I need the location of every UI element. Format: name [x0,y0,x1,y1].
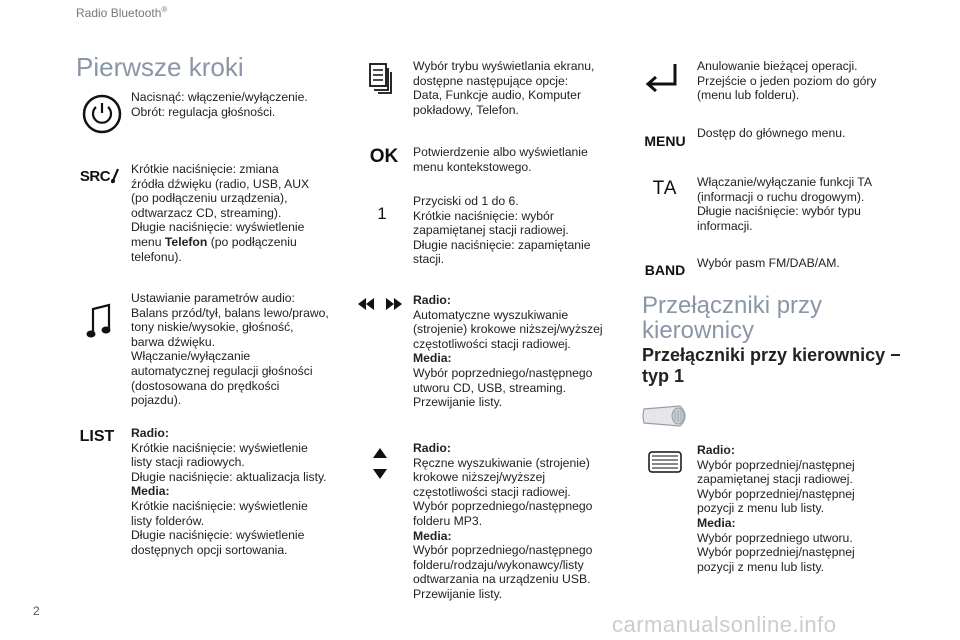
music-note-icon [86,303,112,341]
watermark: carmanualsonline.info [612,612,837,637]
steering-control-stalk-icon [640,403,692,429]
ta-description: Włączanie/wyłączanie funkcji TA (informacji o ruchu drogowym). Długie naciśnięcie: wybór typu informacji. [697,175,872,233]
menu-button-icon: MENU [644,133,686,149]
preset-button-icon: 1 [377,204,387,223]
band-button-icon: BAND [644,262,686,278]
section-title: Pierwsze kroki [76,52,244,82]
steering-subtitle: Przełączniki przy kierownicy − typ 1 [642,345,901,386]
back-description: Anulowanie bieżącej operacji. Przejście o jeden poziom do góry (menu lub folderu). [697,59,877,103]
up-down-description: Radio: Ręczne wyszukiwanie (strojenie) krokowe niższej/wyższej częstotliwości stacji radiowej. Wybór poprzedniego/następnego folderu MP3. Media: Wybór poprzedniego/następnego folderu/rodzaju/wykonawcy/listy odtwarzania na urządzeniu USB. Przewijanie listy. [413,441,593,601]
power-description: Nacisnąć: włączenie/wyłączenie. Obrót: regulacja głośności. [131,90,308,119]
steering-section-title: Przełączniki przy kierownicy [642,292,823,345]
running-header: Radio Bluetooth® [76,5,168,20]
seek-buttons-icon [357,297,403,311]
seek-description: Radio: Automatyczne wyszukiwanie (strojenie) krokowe niższej/wyższej częstotliwości stacji radiowej. Media: Wybór poprzedniego/następnego utworu CD, USB, streaming. Przewijanie listy. [413,293,603,410]
list-button-icon: LIST [79,428,115,445]
page-number: 2 [33,604,40,618]
band-description: Wybór pasm FM/DAB/AM. [697,256,840,270]
preset-description: Przyciski od 1 do 6. Krótkie naciśnięcie: wybór zapamiętanej stacji radiowej. Długie naciśnięcie: zapamiętanie stacji. [413,194,591,267]
up-down-arrows-icon [370,447,390,481]
src-description: Krótkie naciśnięcie: zmiana źródła dźwięku (radio, USB, AUX (po podłączeniu urządzenia), odtwarzacz CD, streaming). Długie naciśnięcie: wyświetlenie menu Telefon (po podłączeniu telefonu). [131,162,310,264]
thumbwheel-icon [648,450,682,474]
ok-button-icon: OK [369,146,399,167]
ok-description: Potwierdzenie albo wyświetlanie menu kontekstowego. [413,145,588,174]
display-mode-icon [366,62,396,94]
menu-description: Dostęp do głównego menu. [697,126,846,140]
power-knob-icon [80,92,124,136]
thumbwheel-description: Radio: Wybór poprzedniej/następnej zapamiętanej stacji radiowej. Wybór poprzedniej/następnej pozycji z menu lub listy. Media: Wybór poprzedniego utworu. Wybór poprzedniej/następnej pozycji z menu lub listy. [697,443,855,574]
ta-button-icon: TA [652,178,678,199]
back-arrow-icon [644,62,680,98]
audio-settings-description: Ustawianie parametrów audio: Balans przód/tył, balans lewo/prawo, tony niskie/wysokie, głośność, barwa dźwięku. Włączanie/wyłączanie automatycznej regulacji głośności (dostosowana do prędkości pojazdu). [131,291,329,408]
list-description: Radio: Krótkie naciśnięcie: wyświetlenie listy stacji radiowych. Długie naciśnięcie: aktualizacja listy. Media: Krótkie naciśnięcie: wyświetlenie listy folderów. Długie naciśnięcie: wyświetlenie dostępnych opcji sortowania. [131,426,327,557]
display-mode-description: Wybór trybu wyświetlania ekranu, dostępne następujące opcje: Data, Funkcje audio, Komputer pokładowy, Telefon. [413,59,595,117]
src-button-icon: SRC [74,165,126,187]
